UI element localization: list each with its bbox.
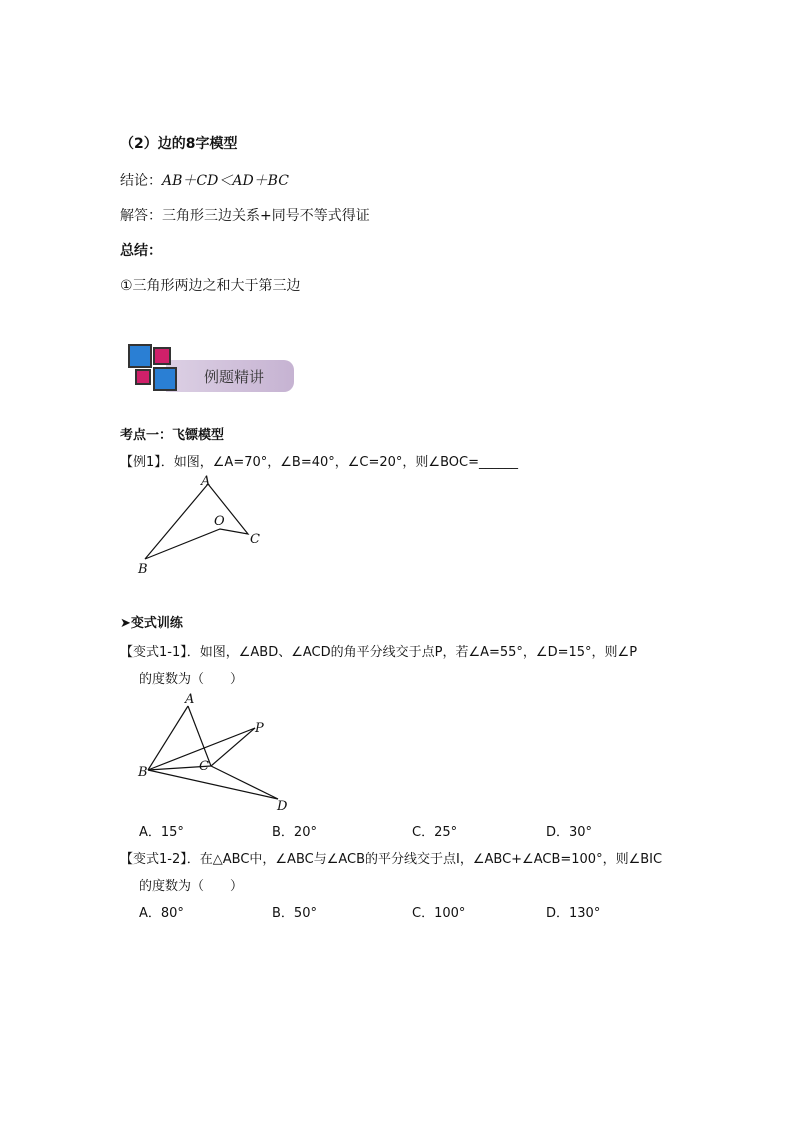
answer-line: 解答：三角形三边关系+同号不等式得证 bbox=[120, 208, 370, 224]
label-B: B bbox=[138, 562, 148, 577]
label-D: D bbox=[277, 799, 288, 814]
option-c: C．25° bbox=[412, 825, 458, 840]
option-b: B．50° bbox=[272, 906, 317, 921]
banner-label: 例题精讲 bbox=[204, 368, 265, 386]
summary-label: 总结： bbox=[120, 243, 162, 259]
conclusion-label: 结论： bbox=[120, 173, 162, 189]
bisector-figure bbox=[130, 690, 300, 815]
label-A: A bbox=[185, 692, 195, 707]
option-d: D．30° bbox=[546, 825, 593, 840]
conclusion-formula: AB＋CD＜AD＋BC bbox=[162, 173, 289, 189]
dart-figure bbox=[130, 470, 270, 580]
option-c: C．100° bbox=[412, 906, 466, 921]
option-a: A．15° bbox=[139, 825, 184, 840]
summary-item: ①三角形两边之和大于第三边 bbox=[120, 278, 301, 294]
option-b: B．20° bbox=[272, 825, 317, 840]
label-C: C bbox=[250, 532, 260, 547]
variant1-2-line1: 【变式1-2】．在△ABC中，∠ABC与∠ACB的平分线交于点I，∠ABC+∠ACB=100°，则∠BIC bbox=[120, 852, 663, 867]
option-d: D．130° bbox=[546, 906, 601, 921]
variant1-1-line2: 的度数为（ ） bbox=[139, 672, 244, 687]
point-title: 考点一：飞镖模型 bbox=[120, 428, 225, 443]
option-a: A．80° bbox=[139, 906, 184, 921]
label-P: P bbox=[255, 721, 264, 736]
variant1-2-line2: 的度数为（ ） bbox=[139, 879, 244, 894]
variant1-1-line1: 【变式1-1】．如图，∠ABD、∠ACD的角平分线交于点P，若∠A=55°，∠D=15°，则∠P bbox=[120, 645, 638, 660]
example1-question: 【例1】．如图，∠A=70°，∠B=40°，∠C=20°，则∠BOC=______ bbox=[120, 455, 518, 470]
label-O: O bbox=[214, 514, 225, 529]
example-banner bbox=[126, 342, 296, 394]
label-C: C bbox=[199, 759, 209, 774]
blocks-icon bbox=[126, 342, 186, 394]
conclusion-line bbox=[120, 170, 289, 190]
label-A: A bbox=[201, 474, 211, 489]
label-B: B bbox=[138, 765, 148, 780]
variant-heading: ➤变式训练 bbox=[120, 616, 183, 631]
section-title: （2）边的8字模型 bbox=[120, 136, 238, 152]
